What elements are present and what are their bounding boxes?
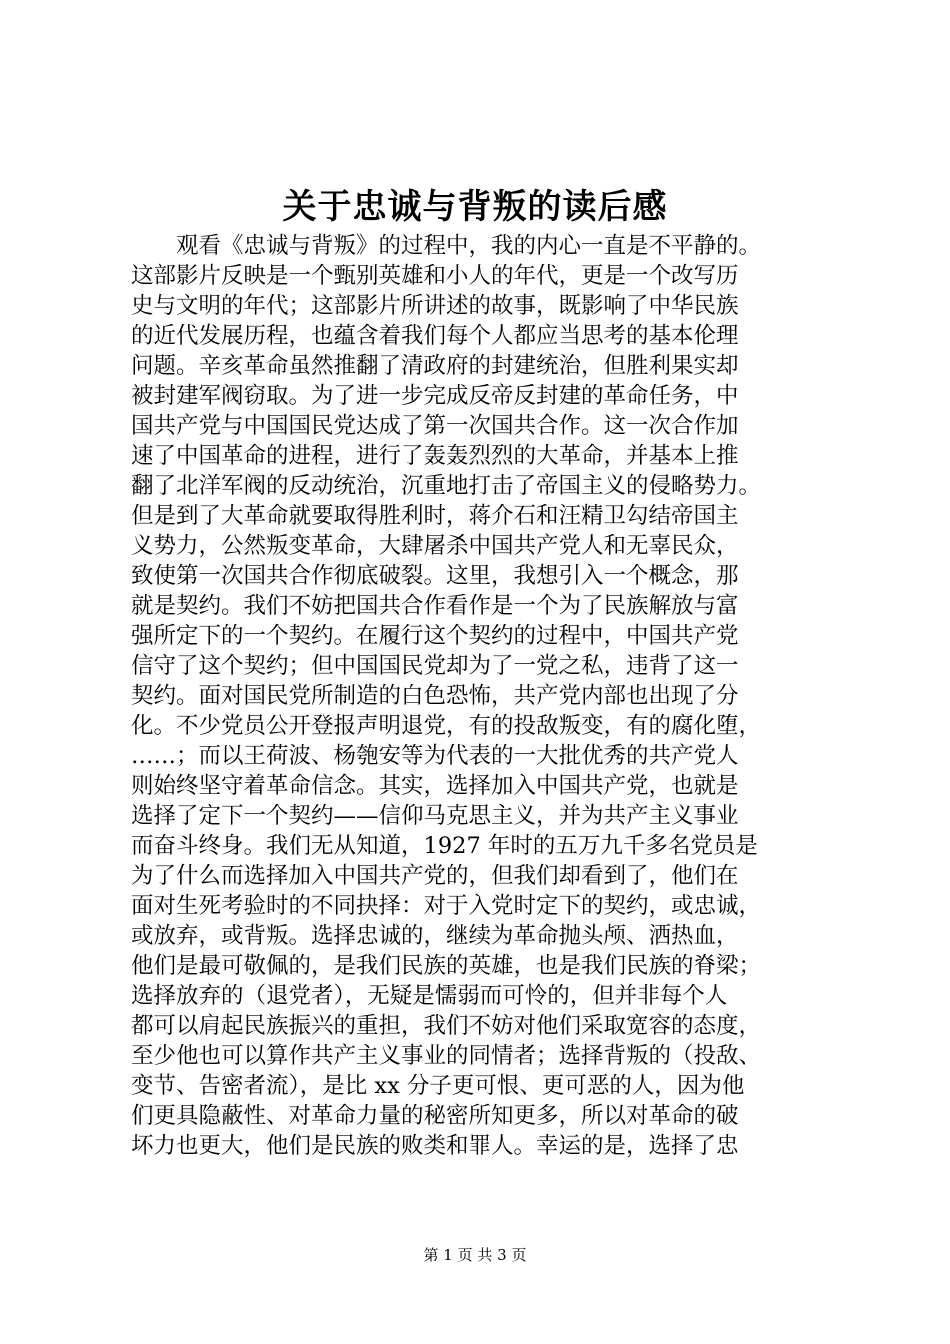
body-line: 问题。辛亥革命虽然推翻了清政府的封建统治，但胜利果实却 xyxy=(131,353,739,379)
body-line: 被封建军阀窃取。为了进一步完成反帝反封建的革命任务，中 xyxy=(131,383,739,409)
page-number: 第 1 页 共 3 页 xyxy=(423,1246,527,1264)
body-line: 而奋斗终身。我们无从知道，1927 年时的五万九千多名党员是 xyxy=(131,833,758,859)
document-title: 关于忠诚与背叛的读后感 xyxy=(282,187,668,227)
body-line: 致使第一次国共合作彻底破裂。这里，我想引入一个概念，那 xyxy=(131,563,739,589)
body-line: 或放弃，或背叛。选择忠诚的，继续为革命抛头颅、洒热血， xyxy=(131,923,739,949)
body-line: 史与文明的年代；这部影片所讲述的故事，既影响了中华民族 xyxy=(131,293,739,319)
body-line: 坏力也更大，他们是民族的败类和罪人。幸运的是，选择了忠 xyxy=(131,1133,739,1159)
body-line: 面对生死考验时的不同抉择：对于入党时定下的契约，或忠诚， xyxy=(131,893,762,919)
body-line: 就是契约。我们不妨把国共合作看作是一个为了民族解放与富 xyxy=(131,593,739,619)
body-line: 则始终坚守着革命信念。其实，选择加入中国共产党，也就是 xyxy=(131,773,739,799)
body-line: 至少他也可以算作共产主义事业的同情者；选择背叛的（投敌、 xyxy=(131,1043,762,1069)
body-line: 国共产党与中国国民党达成了第一次国共合作。这一次合作加 xyxy=(131,413,739,439)
body-line: 选择了定下一个契约——信仰马克思主义，并为共产主义事业 xyxy=(131,803,739,829)
body-line: 但是到了大革命就要取得胜利时，蒋介石和汪精卫勾结帝国主 xyxy=(131,503,739,529)
body-line: ……；而以王荷波、杨匏安等为代表的一大批优秀的共产党人 xyxy=(131,743,739,769)
body-line: 的近代发展历程，也蕴含着我们每个人都应当思考的基本伦理 xyxy=(131,323,739,349)
body-line: 强所定下的一个契约。在履行这个契约的过程中，中国共产党 xyxy=(131,623,739,649)
body-line: 这部影片反映是一个甄别英雄和小人的年代，更是一个改写历 xyxy=(131,263,739,289)
body-line: 速了中国革命的进程，进行了轰轰烈烈的大革命，并基本上推 xyxy=(131,443,739,469)
document-body xyxy=(131,231,851,1161)
body-line: 观看《忠诚与背叛》的过程中，我的内心一直是不平静的。 xyxy=(176,233,762,259)
body-line: 契约。面对国民党所制造的白色恐怖，共产党内部也出现了分 xyxy=(131,683,739,709)
body-line: 们更具隐蔽性、对革命力量的秘密所知更多，所以对革命的破 xyxy=(131,1103,739,1129)
body-line: 化。不少党员公开登报声明退党，有的投敌叛变，有的腐化堕， xyxy=(131,713,762,739)
body-line: 选择放弃的（退党者），无疑是懦弱而可怜的，但并非每个人 xyxy=(131,983,728,1009)
body-line: 信守了这个契约；但中国国民党却为了一党之私，违背了这一 xyxy=(131,653,739,679)
body-line: 都可以肩起民族振兴的重担，我们不妨对他们采取宽容的态度， xyxy=(131,1013,762,1039)
body-line: 翻了北洋军阀的反动统治，沉重地打击了帝国主义的侵略势力。 xyxy=(131,473,762,499)
body-line: 义势力，公然叛变革命，大肆屠杀中国共产党人和无辜民众， xyxy=(131,533,739,559)
body-line: 为了什么而选择加入中国共产党的，但我们却看到了，他们在 xyxy=(131,863,739,889)
body-line: 变节、告密者流），是比 xx 分子更可恨、更可恶的人，因为他 xyxy=(131,1073,745,1099)
body-line: 他们是最可敬佩的，是我们民族的英雄，也是我们民族的脊梁； xyxy=(131,953,762,979)
